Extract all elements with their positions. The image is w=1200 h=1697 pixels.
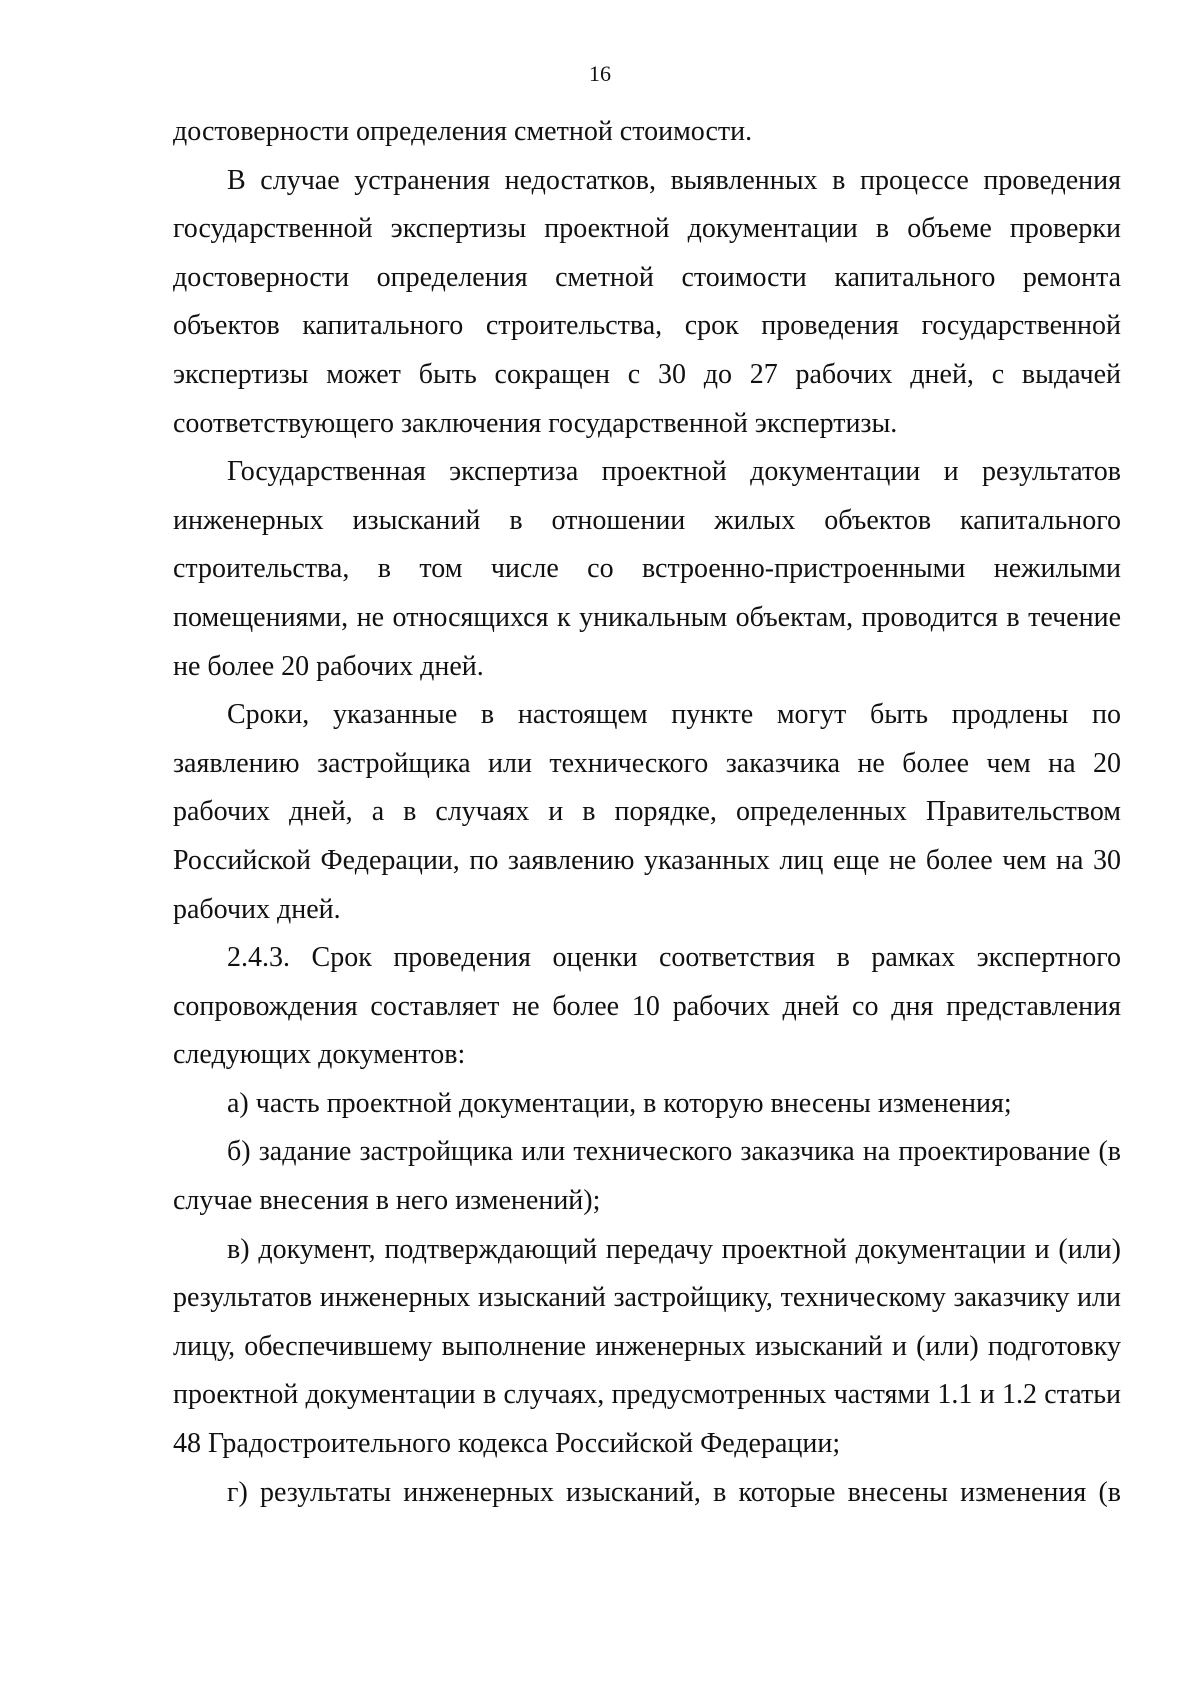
paragraph-clause-2-4-3: 2.4.3. Срок проведения оценки соответствия в рамках экспертного сопровождения составляет не более 10 рабочих дней со дня представления следующих документов: xyxy=(173,942,1121,1071)
document-body xyxy=(173,108,1121,1517)
list-item-b: б) задание застройщика или технического заказчика на проектирование (в случае внесения в него изменений); xyxy=(173,1136,1121,1217)
paragraph-deficiency-elimination: В случае устранения недостатков, выявленных в процессе проведения государственной экспертизы проектной документации в объеме проверки достоверности определения сметной стоимости капитального ремонта объектов капитального строительства, срок проведения государственной экспертизы может быть сокращен с 30 до 27 рабочих дней, с выдачей соответствующего заключения государственной экспертизы. xyxy=(173,164,1121,439)
list-item-v: в) документ, подтверждающий передачу проектной документации и (или) результатов инженерных изысканий застройщику, техническому заказчику или лицу, обеспечившему выполнение инженерных изысканий и (или) подготовку проектной документации в случаях, предусмотренных частями 1.1 и 1.2 статьи 48 Градостроительного кодекса Российской Федерации; xyxy=(173,1233,1121,1460)
list-item-a: а) часть проектной документации, в которую внесены изменения; xyxy=(227,1087,1012,1119)
list-item-g: г) результаты инженерных изысканий, в которые внесены изменения (в xyxy=(227,1476,1121,1508)
paragraph-term-extension: Сроки, указанные в настоящем пункте могут быть продлены по заявлению застройщика или технического заказчика не более чем на 20 рабочих дней, а в случаях и в порядке, определенных Правительством Российской Федерации, по заявлению указанных лиц еще не более чем на 30 рабочих дней. xyxy=(173,699,1121,925)
page-number: 16 xyxy=(589,61,611,86)
paragraph-continuation: достоверности определения сметной стоимости. xyxy=(173,116,753,147)
paragraph-residential-expertise: Государственная экспертиза проектной документации и результатов инженерных изысканий в отношении жилых объектов капитального строительства, в том числе со встроенно-пристроенными нежилыми помещениями, не относящихся к уникальным объектам, проводится в течение не более 20 рабочих дней. xyxy=(173,456,1121,682)
